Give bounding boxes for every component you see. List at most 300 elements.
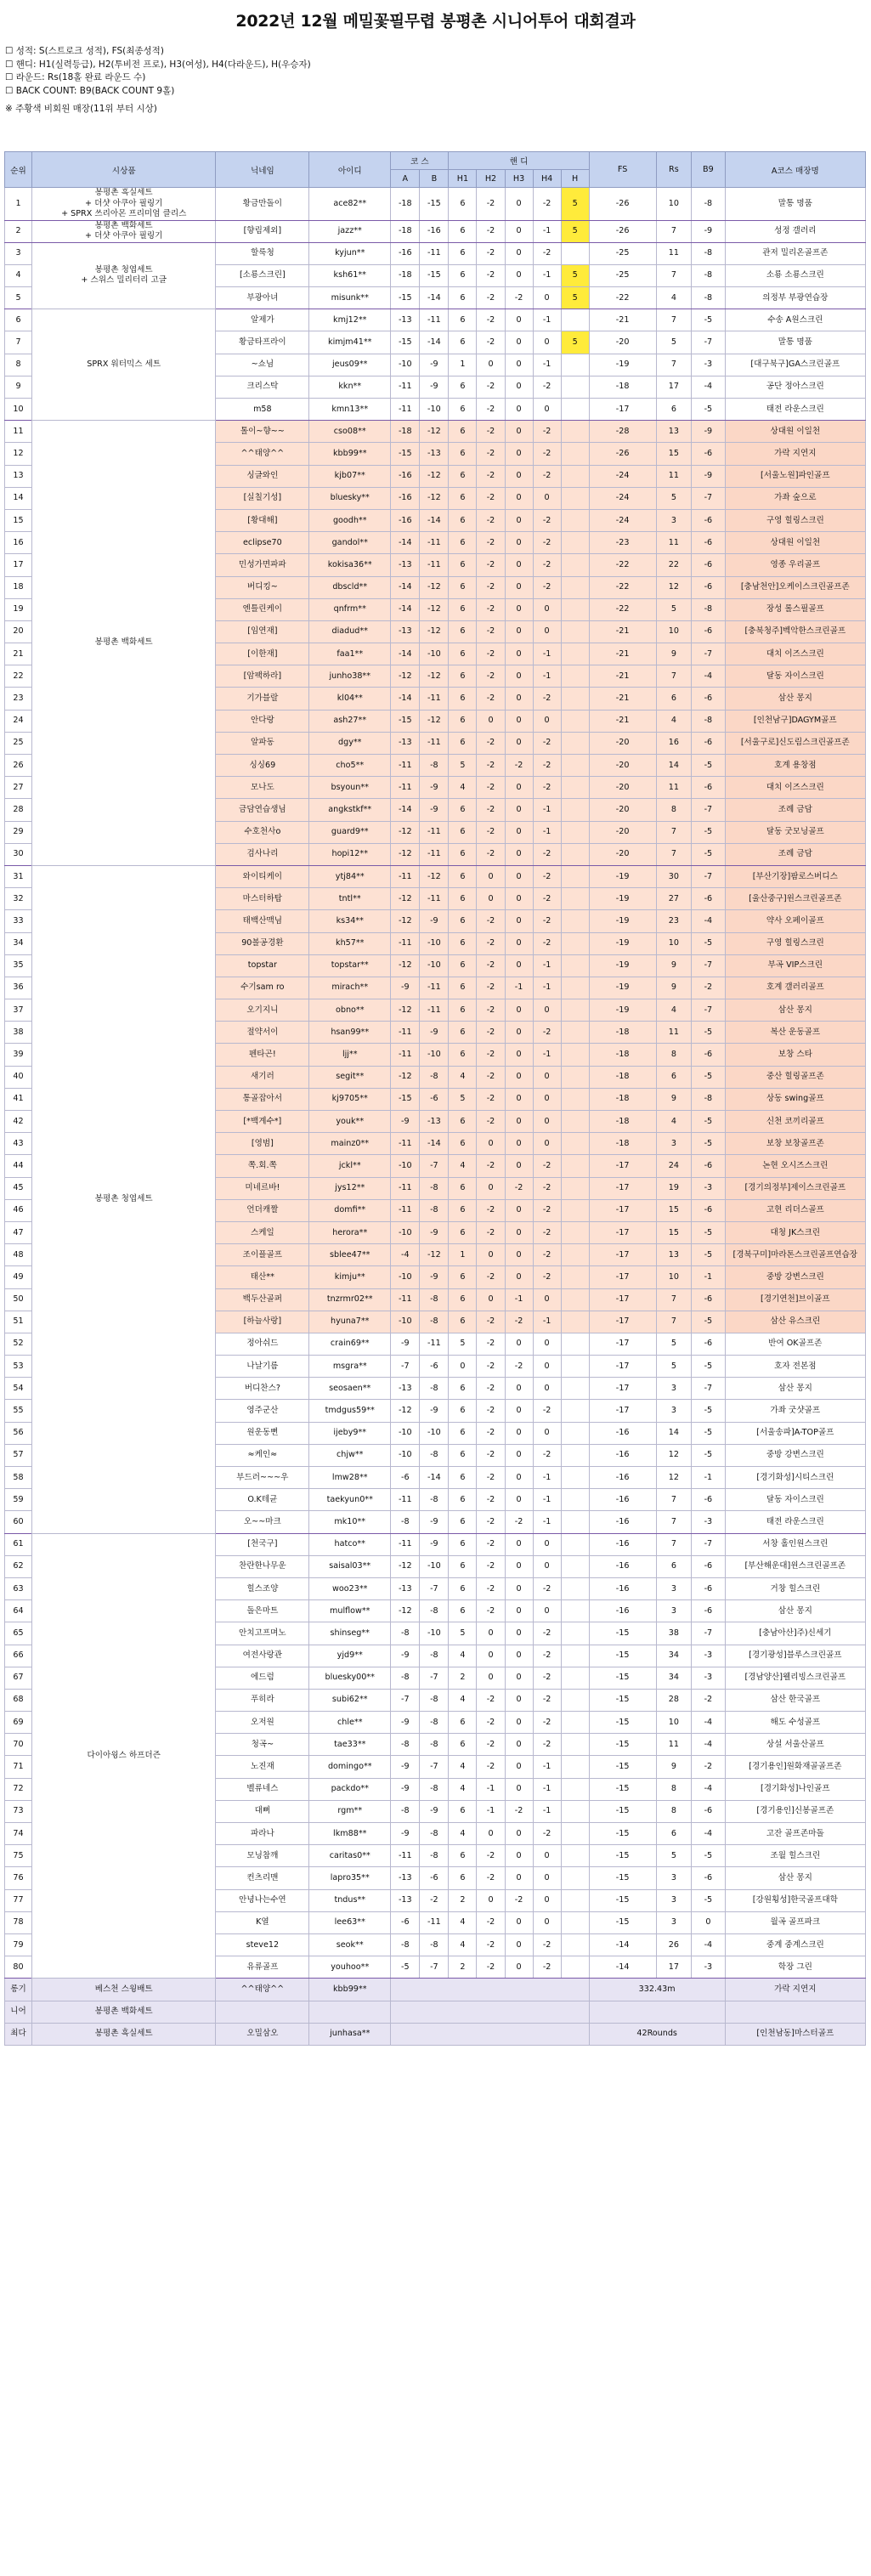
cell-h3: 0 bbox=[505, 1911, 533, 1933]
cell-h3: 0 bbox=[505, 1533, 533, 1555]
cell-h1: 6 bbox=[449, 1311, 477, 1333]
cell-h bbox=[561, 688, 589, 710]
cell-course-a: -14 bbox=[391, 799, 420, 821]
cell-id: saisal03** bbox=[309, 1555, 391, 1577]
cell-course-b: -13 bbox=[420, 443, 449, 465]
cell-course-b: -10 bbox=[420, 1044, 449, 1066]
cell-rank: 79 bbox=[5, 1933, 32, 1956]
cell-store: [경남양산]웰리빙스크린골프 bbox=[725, 1667, 865, 1689]
cell-h2: 0 bbox=[477, 888, 505, 910]
cell-h1: 6 bbox=[449, 1266, 477, 1288]
cell-h4: -2 bbox=[533, 1177, 561, 1199]
cell-h bbox=[561, 1533, 589, 1555]
cell-rank: 69 bbox=[5, 1712, 32, 1734]
cell-nickname: 수호천사o bbox=[216, 821, 309, 843]
cell-course-a: -7 bbox=[391, 1689, 420, 1711]
cell-rs: 11 bbox=[656, 777, 692, 799]
cell-course-a: -9 bbox=[391, 1333, 420, 1355]
cell-rs: 11 bbox=[656, 242, 692, 264]
cell-course-a: -11 bbox=[391, 1044, 420, 1066]
cell-fs: -26 bbox=[589, 443, 656, 465]
cell-course-a: -6 bbox=[391, 1911, 420, 1933]
cell-fs: -17 bbox=[589, 1199, 656, 1221]
cell-rs: 7 bbox=[656, 843, 692, 865]
cell-course-b: -14 bbox=[420, 1133, 449, 1155]
cell-h2: -2 bbox=[477, 532, 505, 554]
cell-course-b: -9 bbox=[420, 1400, 449, 1422]
cell-store: 삼산 몽지 bbox=[725, 688, 865, 710]
cell-h3: -2 bbox=[505, 1177, 533, 1199]
cell-b9: -8 bbox=[692, 1088, 725, 1110]
cell-course-b: -14 bbox=[420, 509, 449, 531]
cell-h2: -2 bbox=[477, 799, 505, 821]
footer-value bbox=[589, 2001, 725, 2023]
cell-h bbox=[561, 1311, 589, 1333]
cell-h3: 0 bbox=[505, 1622, 533, 1645]
header-sub-h2: H2 bbox=[477, 170, 505, 188]
cell-nickname: 알제가 bbox=[216, 309, 309, 331]
cell-id: lkm88** bbox=[309, 1823, 391, 1845]
cell-course-b: -11 bbox=[420, 1911, 449, 1933]
cell-h1: 6 bbox=[449, 1400, 477, 1422]
cell-course-a: -11 bbox=[391, 1288, 420, 1311]
cell-id: angkstkf** bbox=[309, 799, 391, 821]
cell-rank: 47 bbox=[5, 1221, 32, 1243]
cell-id: lmw28** bbox=[309, 1467, 391, 1489]
cell-course-b: -8 bbox=[420, 1689, 449, 1711]
cell-rank: 51 bbox=[5, 1311, 32, 1333]
header-sub-a: A bbox=[391, 170, 420, 188]
header-id: 아이디 bbox=[309, 152, 391, 188]
cell-rank: 6 bbox=[5, 309, 32, 331]
cell-course-a: -16 bbox=[391, 509, 420, 531]
cell-h3: -1 bbox=[505, 1288, 533, 1311]
cell-nickname: 안다랑 bbox=[216, 710, 309, 732]
note-score: ☐ 성적: S(스트로크 성적), FS(최종성적) bbox=[5, 46, 164, 56]
cell-id: bluesky** bbox=[309, 487, 391, 509]
cell-h: 5 bbox=[561, 264, 589, 286]
cell-h1: 2 bbox=[449, 1889, 477, 1911]
cell-store: 달동 자이스크린 bbox=[725, 665, 865, 688]
cell-nickname: 싱싱69 bbox=[216, 755, 309, 777]
cell-rs: 8 bbox=[656, 1778, 692, 1800]
cell-nickname: 엔틀린케이 bbox=[216, 598, 309, 620]
cell-h3: 0 bbox=[505, 443, 533, 465]
cell-h bbox=[561, 1645, 589, 1667]
cell-rs: 12 bbox=[656, 576, 692, 598]
cell-h3: 0 bbox=[505, 242, 533, 264]
cell-rs: 10 bbox=[656, 188, 692, 221]
cell-course-b: -8 bbox=[420, 1311, 449, 1333]
cell-store: [경기화성]나인골프 bbox=[725, 1778, 865, 1800]
cell-rs: 13 bbox=[656, 1244, 692, 1266]
cell-id: junho38** bbox=[309, 665, 391, 688]
cell-h4: 0 bbox=[533, 1356, 561, 1378]
cell-store: 삼산 몽지 bbox=[725, 1867, 865, 1889]
cell-h3: 0 bbox=[505, 799, 533, 821]
cell-rank: 78 bbox=[5, 1911, 32, 1933]
cell-fs: -22 bbox=[589, 554, 656, 576]
cell-rs: 28 bbox=[656, 1689, 692, 1711]
cell-b9: -5 bbox=[692, 1111, 725, 1133]
cell-id: hopi12** bbox=[309, 843, 391, 865]
header-handicap: 핸 디 bbox=[449, 152, 589, 170]
cell-h3: 0 bbox=[505, 999, 533, 1022]
cell-b9: -5 bbox=[692, 1444, 725, 1466]
cell-h1: 6 bbox=[449, 1111, 477, 1133]
cell-course-a: -12 bbox=[391, 843, 420, 865]
cell-h bbox=[561, 532, 589, 554]
cell-h2: -2 bbox=[477, 1712, 505, 1734]
cell-course-b: -11 bbox=[420, 688, 449, 710]
header-store: A코스 매장명 bbox=[725, 152, 865, 188]
cell-course-b: -9 bbox=[420, 1022, 449, 1044]
cell-b9: -4 bbox=[692, 1933, 725, 1956]
cell-rank: 55 bbox=[5, 1400, 32, 1422]
cell-course-b: -9 bbox=[420, 910, 449, 932]
cell-rank: 68 bbox=[5, 1689, 32, 1711]
header-sub-h1: H1 bbox=[449, 170, 477, 188]
cell-h1: 6 bbox=[449, 1199, 477, 1221]
cell-rank: 15 bbox=[5, 509, 32, 531]
cell-h1: 6 bbox=[449, 1845, 477, 1867]
cell-h3: -2 bbox=[505, 1311, 533, 1333]
cell-h4: 0 bbox=[533, 1889, 561, 1911]
cell-nickname: 안녕나는수연 bbox=[216, 1889, 309, 1911]
cell-course-a: -9 bbox=[391, 1778, 420, 1800]
cell-store: 보창 스타 bbox=[725, 1044, 865, 1066]
cell-course-a: -14 bbox=[391, 643, 420, 665]
cell-h1: 6 bbox=[449, 1444, 477, 1466]
cell-store: 호자 전본점 bbox=[725, 1356, 865, 1378]
cell-fs: -18 bbox=[589, 1022, 656, 1044]
cell-store: 중계 중계스크린 bbox=[725, 1933, 865, 1956]
cell-course-b: -11 bbox=[420, 309, 449, 331]
cell-rs: 4 bbox=[656, 287, 692, 309]
cell-b9: -3 bbox=[692, 1956, 725, 1979]
cell-course-a: -8 bbox=[391, 1800, 420, 1822]
cell-rs: 7 bbox=[656, 220, 692, 242]
cell-course-b: -7 bbox=[420, 1155, 449, 1177]
cell-rs: 10 bbox=[656, 932, 692, 954]
note-handicap: ☐ 핸디: H1(실력등급), H2(투비전 프로), H3(여성), H4(다라운드), H(우승자) bbox=[5, 59, 311, 70]
cell-b9: -5 bbox=[692, 932, 725, 954]
cell-rs: 7 bbox=[656, 309, 692, 331]
cell-h1: 6 bbox=[449, 1734, 477, 1756]
cell-h bbox=[561, 242, 589, 264]
cell-b9: -7 bbox=[692, 487, 725, 509]
cell-h1: 6 bbox=[449, 843, 477, 865]
cell-b9: -6 bbox=[692, 620, 725, 643]
cell-h3: 0 bbox=[505, 1133, 533, 1155]
cell-rs: 8 bbox=[656, 799, 692, 821]
cell-h bbox=[561, 799, 589, 821]
cell-store: [충남아산]주)신세기 bbox=[725, 1622, 865, 1645]
cell-h bbox=[561, 309, 589, 331]
cell-fs: -15 bbox=[589, 1889, 656, 1911]
cell-fs: -26 bbox=[589, 220, 656, 242]
cell-store: 복산 운동골프 bbox=[725, 1022, 865, 1044]
cell-h bbox=[561, 999, 589, 1022]
cell-rank: 36 bbox=[5, 977, 32, 999]
cell-store: 반여 OK골프존 bbox=[725, 1333, 865, 1355]
cell-h bbox=[561, 1288, 589, 1311]
cell-nickname: 컨츠리맨 bbox=[216, 1867, 309, 1889]
cell-course-a: -5 bbox=[391, 1956, 420, 1979]
cell-h3: 0 bbox=[505, 1422, 533, 1444]
cell-store: 가좌 굿샷골프 bbox=[725, 1400, 865, 1422]
cell-id: ace82** bbox=[309, 188, 391, 221]
cell-course-a: -13 bbox=[391, 1867, 420, 1889]
cell-h2: -2 bbox=[477, 1356, 505, 1378]
cell-store: [경기용인]원화재골골프존 bbox=[725, 1756, 865, 1778]
cell-course-b: -7 bbox=[420, 1577, 449, 1599]
cell-id: kyjun** bbox=[309, 242, 391, 264]
cell-id: subi62** bbox=[309, 1689, 391, 1711]
cell-h1: 2 bbox=[449, 1667, 477, 1689]
cell-course-b: -11 bbox=[420, 1333, 449, 1355]
cell-rank: 39 bbox=[5, 1044, 32, 1066]
cell-rank: 12 bbox=[5, 443, 32, 465]
cell-course-a: -12 bbox=[391, 665, 420, 688]
cell-h4: -1 bbox=[533, 1756, 561, 1778]
cell-rs: 3 bbox=[656, 509, 692, 531]
cell-store: 서창 홀인원스크린 bbox=[725, 1533, 865, 1555]
cell-course-a: -14 bbox=[391, 598, 420, 620]
cell-h bbox=[561, 1511, 589, 1533]
cell-h1: 1 bbox=[449, 354, 477, 376]
cell-h4: 0 bbox=[533, 399, 561, 421]
cell-store: 조례 금담 bbox=[725, 799, 865, 821]
cell-h1: 6 bbox=[449, 399, 477, 421]
cell-fs: -17 bbox=[589, 1221, 656, 1243]
cell-h4: 0 bbox=[533, 1911, 561, 1933]
cell-h3: 0 bbox=[505, 954, 533, 977]
cell-store: 공단 정아스크린 bbox=[725, 376, 865, 398]
cell-h2: -2 bbox=[477, 1689, 505, 1711]
cell-h1: 6 bbox=[449, 932, 477, 954]
cell-course-b: -15 bbox=[420, 188, 449, 221]
cell-rank: 35 bbox=[5, 954, 32, 977]
cell-course-a: -13 bbox=[391, 620, 420, 643]
cell-h2: -2 bbox=[477, 732, 505, 754]
cell-h bbox=[561, 554, 589, 576]
cell-id: domfi** bbox=[309, 1199, 391, 1221]
cell-h1: 4 bbox=[449, 777, 477, 799]
cell-course-a: -14 bbox=[391, 576, 420, 598]
cell-h3: 0 bbox=[505, 1867, 533, 1889]
cell-h2: -2 bbox=[477, 421, 505, 443]
cell-id: misunk** bbox=[309, 287, 391, 309]
cell-nickname: 검사나리 bbox=[216, 843, 309, 865]
cell-course-b: -12 bbox=[420, 487, 449, 509]
cell-h3: 0 bbox=[505, 1555, 533, 1577]
cell-fs: -16 bbox=[589, 1422, 656, 1444]
cell-course-b: -11 bbox=[420, 888, 449, 910]
cell-b9: -1 bbox=[692, 1467, 725, 1489]
cell-b9: -4 bbox=[692, 1712, 725, 1734]
cell-fs: -19 bbox=[589, 977, 656, 999]
cell-h2: -2 bbox=[477, 1444, 505, 1466]
cell-h bbox=[561, 576, 589, 598]
footer-store: 가락 지연지 bbox=[725, 1979, 865, 2001]
cell-store: 태전 라운스크린 bbox=[725, 1511, 865, 1533]
cell-nickname: 수기sam ro bbox=[216, 977, 309, 999]
cell-nickname: 청곡~ bbox=[216, 1734, 309, 1756]
cell-h bbox=[561, 1066, 589, 1088]
cell-rs: 6 bbox=[656, 1066, 692, 1088]
cell-rs: 10 bbox=[656, 1712, 692, 1734]
cell-h4: -1 bbox=[533, 643, 561, 665]
cell-rank: 23 bbox=[5, 688, 32, 710]
cell-h4: 0 bbox=[533, 1378, 561, 1400]
cell-rank: 59 bbox=[5, 1489, 32, 1511]
cell-id: kbb99** bbox=[309, 443, 391, 465]
cell-nickname: 버디킹~ bbox=[216, 576, 309, 598]
cell-store: 월곡 골프파크 bbox=[725, 1911, 865, 1933]
cell-rs: 6 bbox=[656, 1823, 692, 1845]
footer-id: junhasa** bbox=[309, 2023, 391, 2045]
cell-store: 호계 용창점 bbox=[725, 755, 865, 777]
cell-h bbox=[561, 755, 589, 777]
cell-rank: 20 bbox=[5, 620, 32, 643]
cell-h3: 0 bbox=[505, 1845, 533, 1867]
cell-h4: -2 bbox=[533, 1244, 561, 1266]
cell-h bbox=[561, 1911, 589, 1933]
cell-h1: 6 bbox=[449, 264, 477, 286]
cell-course-b: -8 bbox=[420, 1734, 449, 1756]
cell-rs: 16 bbox=[656, 732, 692, 754]
cell-nickname: [황대해] bbox=[216, 509, 309, 531]
cell-h1: 6 bbox=[449, 999, 477, 1022]
cell-rs: 12 bbox=[656, 1444, 692, 1466]
cell-h bbox=[561, 1044, 589, 1066]
cell-b9: -4 bbox=[692, 910, 725, 932]
cell-rs: 5 bbox=[656, 598, 692, 620]
cell-course-a: -9 bbox=[391, 1712, 420, 1734]
cell-b9: -6 bbox=[692, 1489, 725, 1511]
cell-nickname: 노진재 bbox=[216, 1756, 309, 1778]
cell-nickname: 여전사랑관 bbox=[216, 1645, 309, 1667]
table-row bbox=[5, 309, 866, 331]
cell-h4: -2 bbox=[533, 1645, 561, 1667]
cell-h1: 6 bbox=[449, 799, 477, 821]
cell-rs: 3 bbox=[656, 1378, 692, 1400]
cell-id: rgm** bbox=[309, 1800, 391, 1822]
cell-store: 삼산 몽지 bbox=[725, 999, 865, 1022]
cell-id: dbscld** bbox=[309, 576, 391, 598]
cell-h4: 0 bbox=[533, 487, 561, 509]
cell-store: [인천남구]DAGYM골프 bbox=[725, 710, 865, 732]
cell-h3: -2 bbox=[505, 1511, 533, 1533]
cell-course-a: -8 bbox=[391, 1667, 420, 1689]
cell-course-b: -6 bbox=[420, 1356, 449, 1378]
footer-prize: 베스천 스윙배트 bbox=[31, 1979, 215, 2001]
cell-rank: 77 bbox=[5, 1889, 32, 1911]
cell-fs: -15 bbox=[589, 1622, 656, 1645]
cell-id: hyuna7** bbox=[309, 1311, 391, 1333]
cell-b9: -2 bbox=[692, 1756, 725, 1778]
cell-h1: 6 bbox=[449, 643, 477, 665]
cell-id: caritas0** bbox=[309, 1845, 391, 1867]
cell-h3: 0 bbox=[505, 1044, 533, 1066]
cell-id: youhoo** bbox=[309, 1956, 391, 1979]
cell-store: 해도 수성골프 bbox=[725, 1712, 865, 1734]
cell-course-b: -11 bbox=[420, 977, 449, 999]
cell-h1: 6 bbox=[449, 443, 477, 465]
cell-h4: -1 bbox=[533, 821, 561, 843]
cell-h bbox=[561, 1756, 589, 1778]
cell-h3: 0 bbox=[505, 1199, 533, 1221]
cell-fs: -18 bbox=[589, 1133, 656, 1155]
cell-course-b: -9 bbox=[420, 1266, 449, 1288]
cell-fs: -21 bbox=[589, 643, 656, 665]
cell-fs: -20 bbox=[589, 732, 656, 754]
cell-h bbox=[561, 1712, 589, 1734]
cell-id: goodh** bbox=[309, 509, 391, 531]
cell-h1: 6 bbox=[449, 242, 477, 264]
cell-rs: 7 bbox=[656, 1511, 692, 1533]
cell-b9: -6 bbox=[692, 1333, 725, 1355]
cell-nickname: 황금만돌이 bbox=[216, 188, 309, 221]
cell-rank: 17 bbox=[5, 554, 32, 576]
cell-rank: 75 bbox=[5, 1845, 32, 1867]
cell-h3: 0 bbox=[505, 1467, 533, 1489]
cell-h1: 4 bbox=[449, 1911, 477, 1933]
cell-h1: 2 bbox=[449, 1956, 477, 1979]
cell-course-a: -14 bbox=[391, 532, 420, 554]
cell-id: ijeby9** bbox=[309, 1422, 391, 1444]
cell-course-b: -8 bbox=[420, 1199, 449, 1221]
cell-store: [서울송파]A-TOP골프 bbox=[725, 1422, 865, 1444]
cell-course-b: -8 bbox=[420, 1712, 449, 1734]
cell-b9: -9 bbox=[692, 421, 725, 443]
cell-course-b: -7 bbox=[420, 1667, 449, 1689]
cell-id: chle** bbox=[309, 1712, 391, 1734]
cell-nickname: 와이티케이 bbox=[216, 865, 309, 887]
cell-h2: -2 bbox=[477, 932, 505, 954]
cell-id: tmdgus59** bbox=[309, 1400, 391, 1422]
cell-nickname: 금담연습생님 bbox=[216, 799, 309, 821]
cell-h1: 6 bbox=[449, 1378, 477, 1400]
cell-course-a: -12 bbox=[391, 910, 420, 932]
cell-rs: 5 bbox=[656, 1356, 692, 1378]
cell-h bbox=[561, 1467, 589, 1489]
cell-nickname: 에드럼 bbox=[216, 1667, 309, 1689]
cell-h3: 0 bbox=[505, 1956, 533, 1979]
cell-rs: 7 bbox=[656, 354, 692, 376]
cell-rs: 9 bbox=[656, 954, 692, 977]
cell-nickname: 힐스조양 bbox=[216, 1577, 309, 1599]
cell-fs: -24 bbox=[589, 509, 656, 531]
cell-store: 영종 우리골프 bbox=[725, 554, 865, 576]
cell-rs: 8 bbox=[656, 1800, 692, 1822]
cell-course-a: -11 bbox=[391, 777, 420, 799]
cell-rank: 63 bbox=[5, 1577, 32, 1599]
cell-store: 상동 swing골프 bbox=[725, 1088, 865, 1110]
cell-rs: 8 bbox=[656, 1044, 692, 1066]
cell-rank: 72 bbox=[5, 1778, 32, 1800]
cell-h3: 0 bbox=[505, 1221, 533, 1243]
cell-h bbox=[561, 1956, 589, 1979]
cell-course-a: -13 bbox=[391, 732, 420, 754]
cell-rs: 34 bbox=[656, 1645, 692, 1667]
cell-h1: 4 bbox=[449, 1645, 477, 1667]
cell-course-a: -10 bbox=[391, 354, 420, 376]
cell-course-a: -11 bbox=[391, 932, 420, 954]
cell-course-a: -13 bbox=[391, 1889, 420, 1911]
cell-b9: -5 bbox=[692, 1133, 725, 1155]
